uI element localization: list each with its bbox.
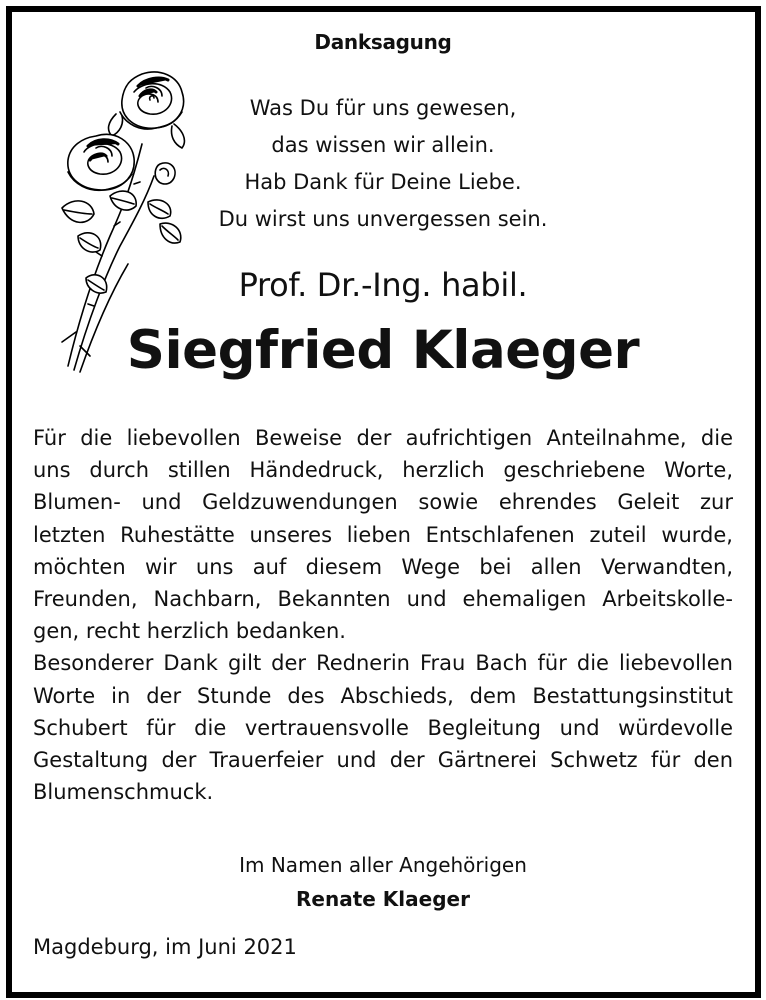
heading: Danksagung [314, 30, 452, 54]
poem-line: Du wirst uns unvergessen sein. [218, 207, 548, 231]
poem-line: Hab Dank für Deine Liebe. [244, 170, 522, 194]
academic-title: Prof. Dr.-Ing. habil. [238, 266, 528, 304]
closing [0, 848, 766, 916]
closing-line: Im Namen aller Angehörigen [239, 853, 527, 877]
text-line: Besonderer Dank gilt der Rednerin Frau Bach für die liebevollen [33, 651, 733, 676]
thanks-text [33, 422, 733, 808]
poem-line: das wissen wir allein. [271, 133, 495, 157]
text-line: möchten wir uns auf diesem Wege bei allen Verwandten, [33, 554, 733, 579]
text-line: Freunden, Nachbarn, Bekannten und ehemaligen Arbeitskolle- [33, 587, 733, 612]
text-line: Blumenschmuck. [33, 780, 214, 805]
signature: Renate Klaeger [296, 887, 470, 911]
text-line: Für die liebevollen Beweise der aufrichtigen Anteilnahme, die [33, 426, 733, 450]
text-line: Gestaltung der Trauerfeier und der Gärtnerei Schwetz für den [33, 748, 733, 773]
text-line: Schubert für die vertrauensvolle Begleitung und würdevolle [33, 715, 733, 740]
poem-line: Was Du für uns gewesen, [249, 96, 517, 120]
text-line: uns durch stillen Händedruck, herzlich geschriebene Worte, [33, 458, 733, 483]
place-date: Magdeburg, im Juni 2021 [33, 935, 297, 959]
text-line: Blumen- und Geldzuwendungen sowie ehrendes Geleit zur [33, 490, 733, 515]
text-line: letzten Ruhestätte unseres lieben Entschlafenen zuteil wurde, [33, 522, 733, 547]
text-line: Worte in der Stunde des Abschieds, dem Bestattungsinstitut [33, 683, 733, 708]
deceased-name: Siegfried Klaeger [126, 320, 640, 381]
text-line: gen, recht herzlich bedanken. [33, 619, 346, 644]
poem [188, 90, 578, 238]
